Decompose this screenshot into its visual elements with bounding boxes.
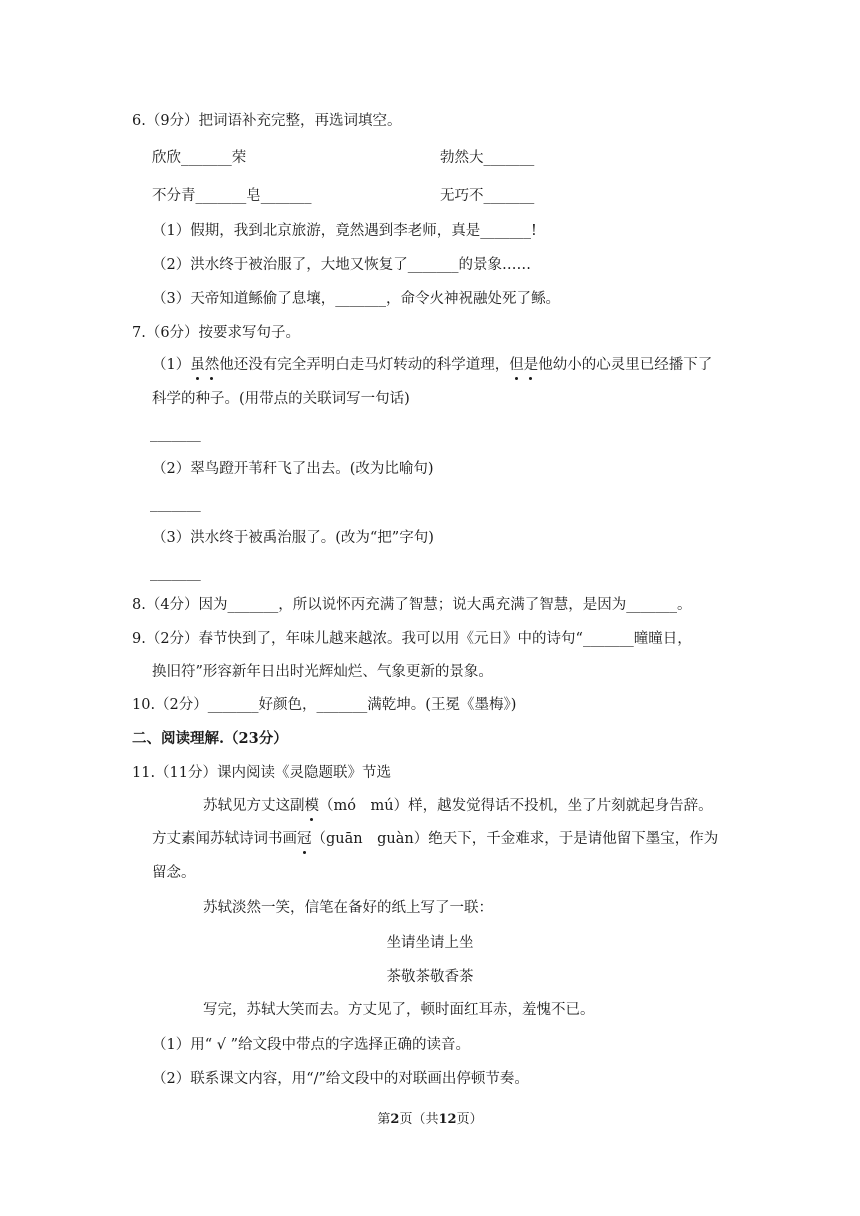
- q6-sentence-3: （3）天帝知道鲧偷了息壤，_______，命令火神祝融处死了鲧。: [152, 291, 560, 307]
- q11-sub-question-1: （1）用“ √ ”给文段中带点的字选择正确的读音。: [152, 1037, 471, 1053]
- q11-paragraph-2: [152, 829, 718, 849]
- q9-line-2: 换旧符”形容新年日出时光辉灿烂、气象更新的景象。: [152, 664, 493, 680]
- q6-sentence-1: （1）假期，我到北京旅游，竟然遇到李老师，真是_______!: [152, 223, 537, 239]
- footer-pre: 第: [377, 1112, 391, 1127]
- dotted-char: 冠: [297, 831, 312, 847]
- q8-text: 8.（4分）因为_______，所以说怀丙充满了智慧；说大禹充满了智慧，是因为_______。: [132, 597, 692, 613]
- total-page-number: 12: [438, 1112, 457, 1127]
- page-footer: [0, 1110, 860, 1130]
- q7-answer-line-2: _______: [150, 496, 201, 512]
- q7-answer-line-3: _______: [150, 565, 201, 581]
- q7-sentence-1-line-2: 科学的种子。(用带点的关联词写一句话): [152, 391, 410, 407]
- q11-p1-a: 苏轼见方丈这副: [203, 798, 305, 814]
- q6-word-c: 不分青_______皂_______: [152, 188, 312, 204]
- q7-sentence-1-line-1: [152, 355, 712, 375]
- footer-mid: 页（共: [399, 1112, 439, 1127]
- couplet-line-1: 坐请坐请上坐: [386, 935, 474, 951]
- q11-header: 11.（11分）课内阅读《灵隐题联》节选: [132, 765, 392, 781]
- q6-word-a: 欣欣_______荣: [152, 150, 247, 166]
- current-page-number: 2: [390, 1112, 400, 1127]
- q11-p2-b: （guān guàn）绝天下，千金难求，于是请他留下墨宝，作为: [311, 831, 719, 847]
- q7-sentence-2: （2）翠鸟蹬开苇秆飞了出去。(改为比喻句): [152, 461, 434, 477]
- q11-paragraph-1: [203, 796, 713, 816]
- q11-paragraph-2-end: 留念。: [152, 865, 196, 881]
- dotted-char: 模: [304, 798, 319, 814]
- q7-s1-mid: 他还没有完全弄明白走马灯转动的科学道理，: [219, 357, 510, 373]
- q7-sentence-3: （3）洪水终于被禹治服了。(改为“把”字句): [152, 530, 434, 546]
- q11-p1-b: （mó mú）样，越发觉得话不投机，坐了片刻就起身告辞。: [319, 798, 713, 814]
- q7-s1-prefix: （1）: [152, 357, 191, 373]
- couplet-line-2: 茶敬茶敬香茶: [386, 969, 474, 985]
- q7-header: 7.（6分）按要求写句子。: [132, 325, 301, 341]
- dotted-char: 虽: [190, 357, 205, 373]
- q11-sub-question-2: （2）联系课文内容，用“/”给文段中的对联画出停顿节奏。: [152, 1071, 529, 1087]
- q6-header: 6.（9分）把词语补充完整，再选词填空。: [132, 113, 402, 129]
- section-title: 二、阅读理解.（23分）: [132, 730, 288, 747]
- q7-s1-end: 他幼小的心灵里已经播下了: [538, 357, 713, 373]
- q10-text: 10.（2分）_______好颜色，_______满乾坤。(王冕《墨梅》): [132, 697, 517, 713]
- q11-paragraph-3: 苏轼淡然一笑，信笔在备好的纸上写了一联：: [203, 900, 493, 916]
- q6-word-b: 勃然大_______: [440, 150, 535, 166]
- q6-sentence-2: （2）洪水终于被治服了，大地又恢复了_______的景象……: [152, 257, 531, 273]
- q11-p2-a: 方丈素闻苏轼诗词书画: [152, 831, 297, 847]
- dotted-char: 但: [509, 357, 524, 373]
- dotted-char: 然: [204, 357, 220, 373]
- q11-paragraph-4: 写完，苏轼大笑而去。方丈见了，顿时面红耳赤，羞愧不已。: [203, 1002, 595, 1018]
- footer-post: 页）: [456, 1112, 483, 1127]
- q7-answer-line-1: _______: [150, 426, 201, 442]
- dotted-char: 是: [523, 357, 539, 373]
- q6-word-d: 无巧不_______: [440, 188, 535, 204]
- q9-line-1: 9.（2分）春节快到了，年味儿越来越浓。我可以用《元日》中的诗句“_______曈曈日，: [132, 631, 692, 647]
